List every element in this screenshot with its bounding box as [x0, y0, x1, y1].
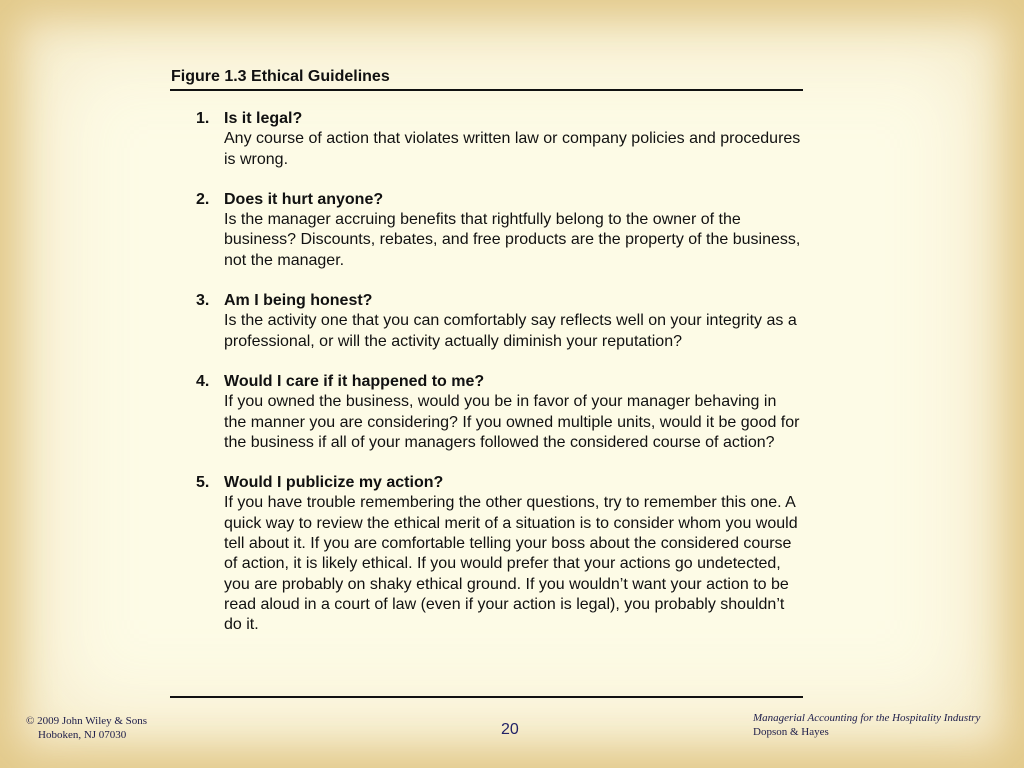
copyright-line: © 2009 John Wiley & Sons: [26, 715, 148, 727]
publisher-address: Hoboken, NJ 07030: [38, 729, 127, 741]
book-credit: [753, 711, 980, 739]
guideline-number: 5.: [196, 474, 210, 492]
guideline-text: Is the manager accruing benefits that rightfully belong to the owner of the business? Discounts, rebates, and free products are the property of the business, not the manager.: [224, 211, 801, 269]
guideline-item: [170, 190, 803, 271]
guideline-question: Would I publicize my action?: [224, 474, 444, 492]
guideline-list: [170, 109, 803, 636]
guideline-question: Would I care if it happened to me?: [224, 372, 485, 390]
guideline-text: If you have trouble remembering the other questions, try to remember this one. A quick way to review the ethical merit of a situation is to consider whom you would tell about it. If you are comfortable telling your boss about the considered course of action, it is likely ethical. If you would prefer that your actions go undetected, you are probably on shaky ethical ground. If you wouldn’t want your action to be read aloud in a court of law (even if your action is legal), you probably shouldn’t do it.: [224, 494, 798, 634]
guideline-item: [170, 372, 803, 453]
guideline-question: Is it legal?: [224, 110, 303, 127]
guideline-number: 4.: [196, 372, 210, 390]
guideline-item: [170, 291, 803, 352]
book-title: Managerial Accounting for the Hospitality Industry: [753, 712, 981, 724]
page-number: 20: [501, 721, 519, 738]
guideline-question: Am I being honest?: [224, 292, 373, 310]
guideline-question: Does it hurt anyone?: [224, 190, 384, 208]
copyright-notice: [26, 714, 147, 742]
bottom-rule: [170, 696, 803, 698]
figure-title: Figure 1.3 Ethical Guidelines: [171, 68, 390, 85]
book-authors: Dopson & Hayes: [753, 726, 829, 738]
guideline-text: Is the activity one that you can comfortably say reflects well on your integrity as a professional, or will the activity actually diminish your reputation?: [224, 312, 797, 350]
guideline-number: 3.: [196, 292, 210, 310]
guideline-text: If you owned the business, would you be in favor of your manager behaving in the manner you are considering? If you owned multiple units, would it be good for the business if all of your managers followed the considered course of action?: [224, 393, 800, 451]
guideline-number: 1.: [196, 110, 210, 127]
guideline-number: 2.: [196, 190, 210, 208]
top-rule: [170, 89, 803, 91]
guideline-item: [170, 473, 803, 635]
figure-content: [170, 66, 803, 656]
guideline-item: [170, 109, 803, 170]
guideline-text: Any course of action that violates written law or company policies and procedures is wrong.: [224, 130, 801, 168]
